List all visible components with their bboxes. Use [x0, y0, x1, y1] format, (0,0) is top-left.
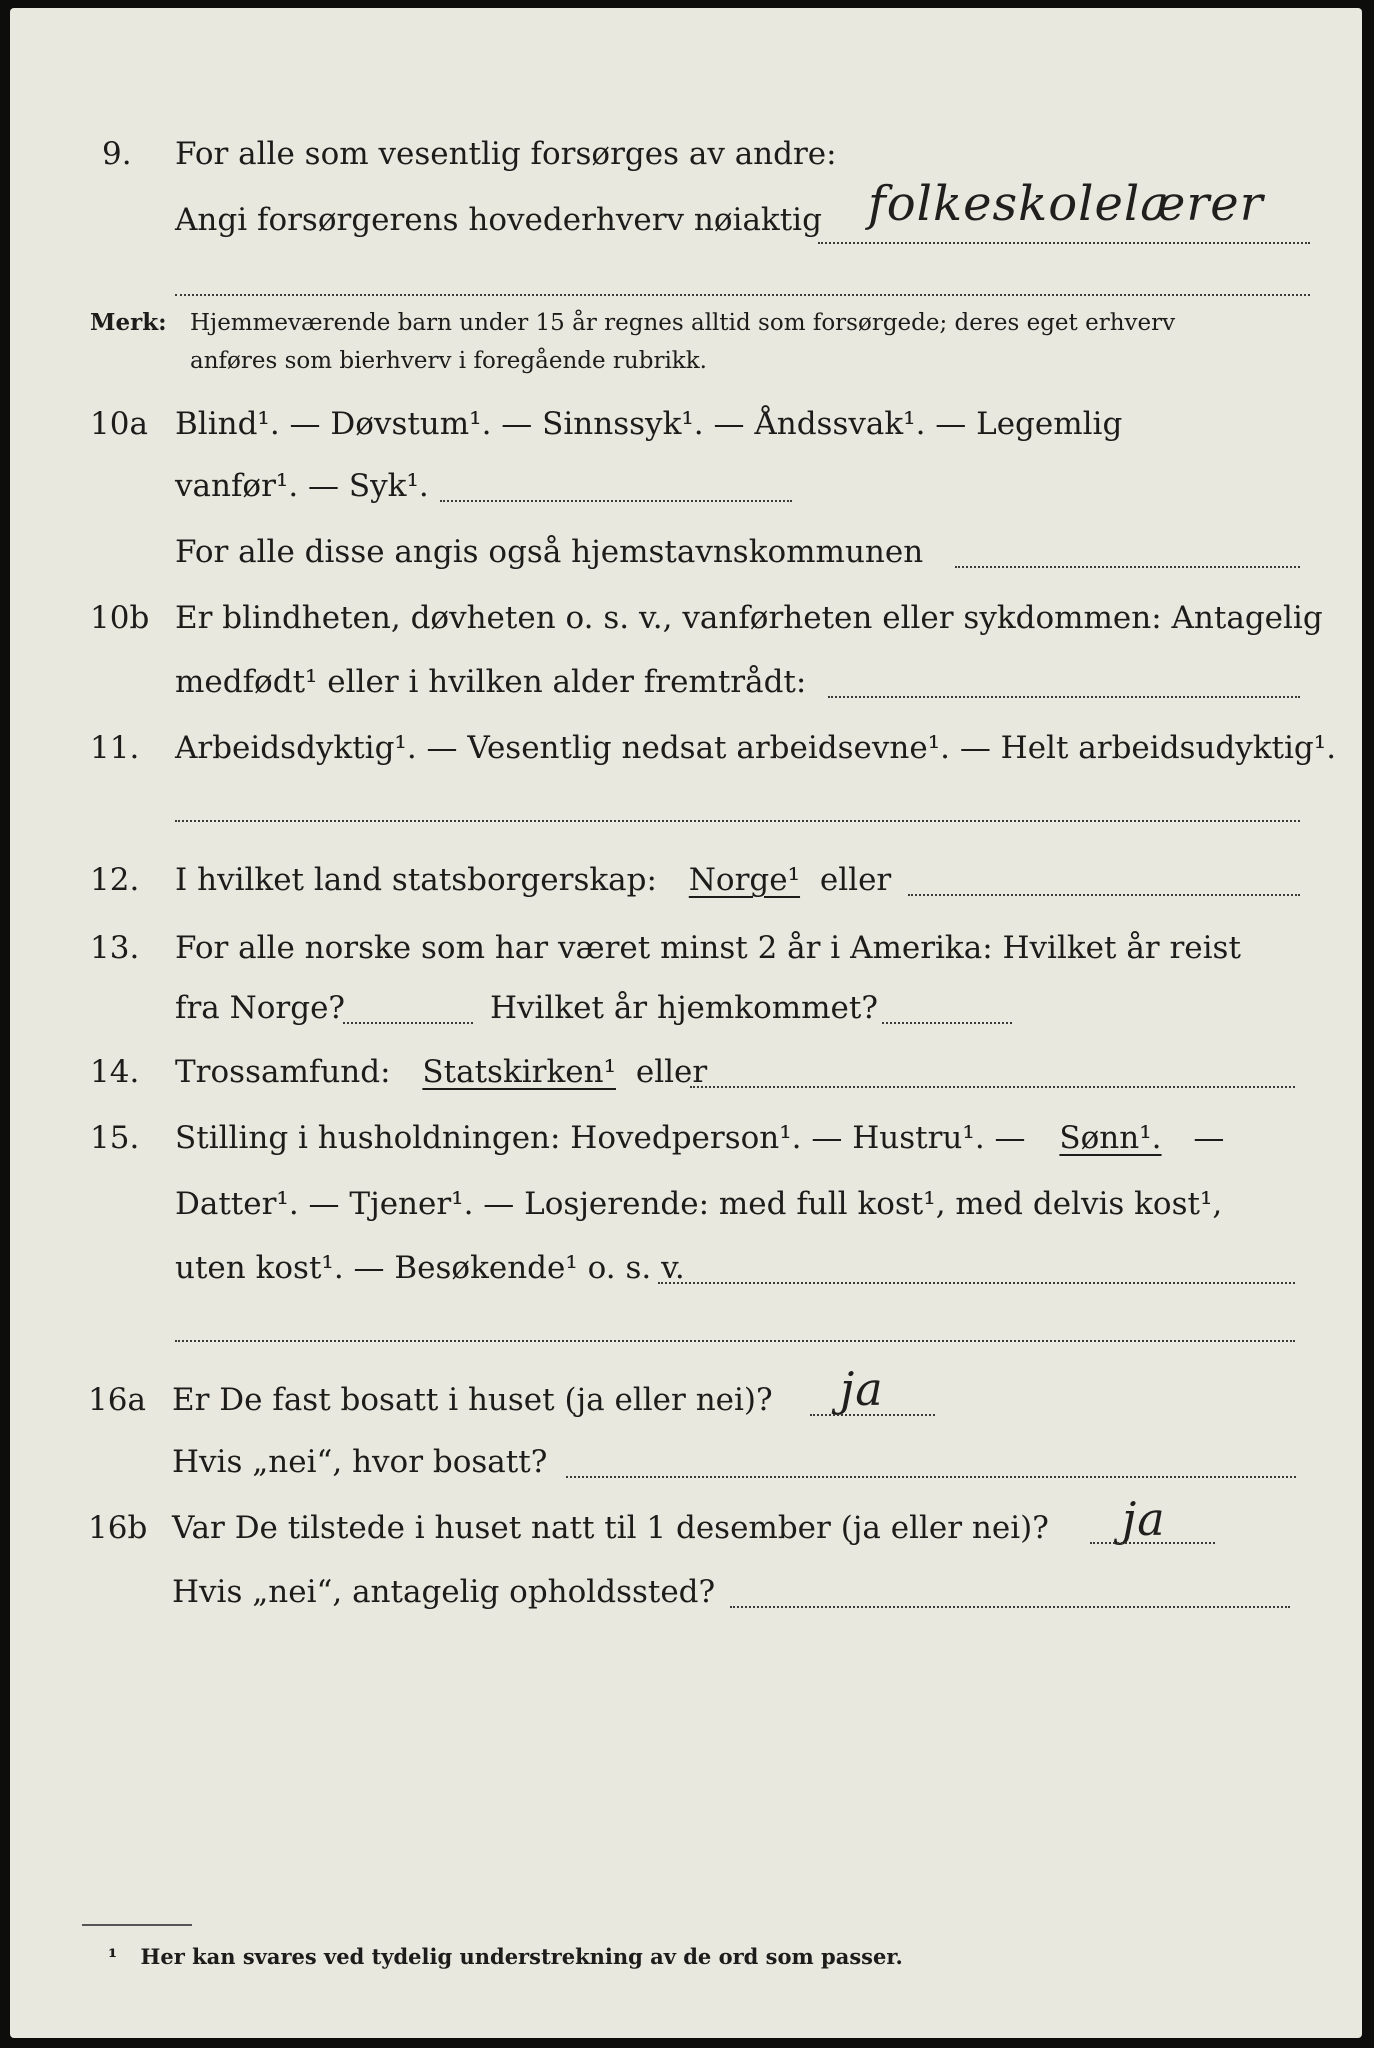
q15-dash: — [1193, 1120, 1225, 1156]
q14-statskirken-underlined[interactable]: Statskirken¹ [422, 1054, 616, 1090]
q14-text [175, 1052, 707, 1092]
q11-text: Arbeidsdyktig¹. — Vesentlig nedsat arbeidsevne¹. — Helt arbeidsudyktig¹. [175, 730, 1337, 766]
q9-answer-line[interactable] [818, 242, 1310, 244]
q15-text-1 [175, 1118, 1224, 1158]
footnote-text: Her kan svares ved tydelig understrekning av de ord som passer. [140, 1944, 903, 1969]
footnote-rule [82, 1924, 192, 1926]
q13-reist-line[interactable] [343, 1022, 473, 1024]
q13-reist-label: fra Norge? [175, 990, 346, 1026]
q16a-text-1: Er De fast bosatt i huset (ja eller nei)? [172, 1382, 773, 1418]
q16a-handwritten-answer: ja [840, 1362, 884, 1416]
q10a-kommune-line[interactable] [955, 566, 1300, 568]
q13-text-1: For alle norske som har været minst 2 år i Amerika: Hvilket år reist [175, 930, 1241, 966]
q10b-number: 10b [90, 600, 150, 636]
q13-number: 13. [90, 930, 140, 966]
q13-hjemkommet-line[interactable] [882, 1022, 1012, 1024]
q10a-text-3: For alle disse angis også hjemstavnskommunen [175, 534, 924, 570]
q12-prompt: I hvilket land statsborgerskap: [175, 862, 657, 898]
q12-text [175, 860, 891, 900]
q10a-text-2: vanfør¹. — Syk¹. [175, 468, 429, 504]
q14-answer-line[interactable] [690, 1086, 1295, 1088]
q9-extra-line[interactable] [175, 294, 1310, 296]
q10b-text-2: medfødt¹ eller i hvilken alder fremtrådt: [175, 664, 807, 700]
q10a-syk-line[interactable] [440, 500, 792, 502]
q10a-text-1: Blind¹. — Døvstum¹. — Sinnssyk¹. — Åndssvak¹. — Legemlig [175, 406, 1123, 442]
q15-answer-line[interactable] [658, 1282, 1295, 1284]
q16a-number: 16a [88, 1382, 146, 1418]
q16a-bosatt-line[interactable] [566, 1476, 1296, 1478]
q16b-number: 16b [88, 1510, 148, 1546]
q13-hjemkommet-label: Hvilket år hjemkommet? [490, 990, 878, 1026]
q15-extra-line[interactable] [175, 1340, 1295, 1342]
q11-answer-line[interactable] [175, 820, 1300, 822]
q12-eller: eller [819, 862, 892, 898]
q9-text: For alle som vesentlig forsørges av andre: [175, 136, 837, 172]
q16b-text-2: Hvis „nei“, antagelig opholdssted? [172, 1574, 716, 1610]
q14-prompt: Trossamfund: [175, 1054, 391, 1090]
footnote-marker: ¹ [108, 1944, 118, 1969]
q12-number: 12. [90, 862, 140, 898]
q15-text-3: uten kost¹. — Besøkende¹ o. s. v. [175, 1250, 685, 1286]
q14-eller: eller [635, 1054, 708, 1090]
q10b-answer-line[interactable] [828, 696, 1300, 698]
q9-number: 9. [102, 136, 132, 172]
q15-sonn-underlined[interactable]: Sønn¹. [1059, 1120, 1162, 1156]
q10a-number: 10a [90, 406, 148, 442]
q16b-opholdssted-line[interactable] [730, 1606, 1290, 1608]
merk-text-1: Hjemmeværende barn under 15 år regnes alltid som forsørgede; deres eget erhverv [190, 310, 1176, 336]
q16b-handwritten-answer: ja [1122, 1492, 1166, 1546]
q16a-text-2: Hvis „nei“, hvor bosatt? [172, 1444, 548, 1480]
q15-text-2: Datter¹. — Tjener¹. — Losjerende: med full kost¹, med delvis kost¹, [175, 1186, 1223, 1222]
q16a-answer-line[interactable] [810, 1414, 935, 1416]
merk-text-2: anføres som bierhverv i foregående rubrikk. [190, 348, 707, 374]
q16b-text-1: Var De tilstede i huset natt til 1 desember (ja eller nei)? [172, 1510, 1049, 1546]
q16b-answer-line[interactable] [1090, 1542, 1215, 1544]
census-form-page [10, 8, 1362, 2038]
q11-number: 11. [90, 730, 140, 766]
q10b-text-1: Er blindheten, døvheten o. s. v., vanførheten eller sykdommen: Antagelig [175, 600, 1323, 636]
q12-answer-line[interactable] [908, 894, 1300, 896]
q15-number: 15. [90, 1120, 140, 1156]
footnote [108, 1944, 903, 1969]
q9-prompt: Angi forsørgerens hovederhverv nøiaktig [175, 202, 822, 238]
q9-handwritten-answer: folkeskolelærer [868, 176, 1264, 232]
merk-label: Merk: [90, 309, 167, 336]
q15-prompt: Stilling i husholdningen: Hovedperson¹. — Hustru¹. — [175, 1120, 1026, 1156]
q12-norge-underlined[interactable]: Norge¹ [688, 862, 801, 898]
q14-number: 14. [90, 1054, 140, 1090]
